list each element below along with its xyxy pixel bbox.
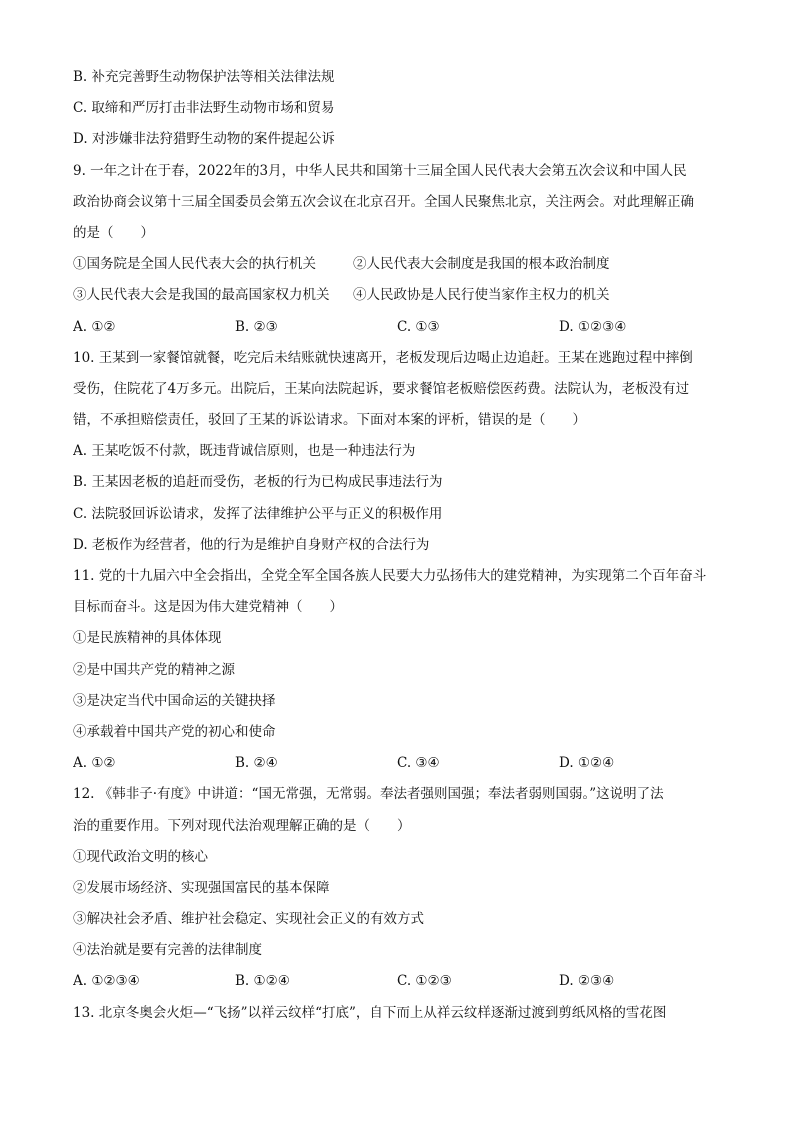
q11-option-d: D. ①②④ [559, 755, 615, 772]
q11-statement-4: ④承载着中国共产党的初心和使命 [73, 723, 276, 740]
q9-stem-line-1: 9. 一年之计在于春，2022年的3月，中华人民共和国第十三届全国人民代表大会第五次会议和中国人民 [73, 162, 687, 179]
q9-statements-row-1 [73, 249, 723, 280]
q9-stem-line-3: 的是（ ） [73, 224, 154, 241]
q12-option-a: A. ①②③④ [73, 973, 140, 990]
q12-option-b: B. ①②④ [235, 973, 290, 990]
q12-statement-2: ②发展市场经济、实现强国富民的基本保障 [73, 879, 330, 896]
q9-stem-line-2: 政治协商会议第十三届全国委员会第五次会议在北京召开。全国人民聚焦北京，关注两会。对此理解正确 [73, 193, 694, 210]
q11-stem-line-2: 目标而奋斗。这是因为伟大建党精神（ ） [73, 599, 343, 616]
q10-stem-line-2: 受伤，住院花了4万多元。出院后，王某向法院起诉，要求餐馆老板赔偿医药费。法院认为，老板没有过 [73, 380, 690, 397]
q10-option-a: A. 王某吃饭不付款，既违背诚信原则，也是一种违法行为 [73, 443, 416, 460]
q11-stem-line-1: 11. 党的十九届六中全会指出，全党全军全国各族人民要大力弘扬伟大的建党精神，为实现第二个百年奋斗 [73, 568, 707, 584]
q10-option-d: D. 老板作为经营者，他的行为是维护自身财产权的合法行为 [73, 536, 430, 553]
q11-statement-2: ②是中国共产党的精神之源 [73, 661, 235, 678]
q8-option-d: D. 对涉嫌非法狩猎野生动物的案件提起公诉 [73, 131, 335, 148]
q12-options [73, 966, 723, 997]
q9-statement-1: ①国务院是全国人民代表大会的执行机关 [73, 256, 316, 273]
q12-option-d: D. ②③④ [559, 973, 615, 990]
q11-option-c: C. ③④ [397, 755, 440, 772]
q12-stem-line-1: 12. 《韩非子·有度》中讲道：“国无常强，无常弱。奉法者强则国强；奉法者弱则国弱。”这说明了法 [73, 786, 664, 803]
q8-option-c: C. 取缔和严厉打击非法野生动物市场和贸易 [73, 100, 335, 117]
q12-statement-4: ④法治就是要有完善的法律制度 [73, 942, 262, 959]
q9-option-c: C. ①③ [397, 318, 440, 335]
q10-option-b: B. 王某因老板的追赶而受伤，老板的行为已构成民事违法行为 [73, 474, 443, 491]
q13-stem-line-1: 13. 北京冬奥会火炬—“飞扬”以祥云纹样“打底”，自下而上从祥云纹样逐渐过渡到剪纸风格的雪花图 [73, 1004, 667, 1021]
q11-statement-1: ①是民族精神的具体体现 [73, 630, 222, 647]
q9-statement-2: ②人民代表大会制度是我国的根本政治制度 [353, 256, 610, 273]
q9-statement-3: ③人民代表大会是我国的最高国家权力机关 [73, 287, 330, 304]
q12-option-c: C. ①②③ [397, 973, 452, 990]
q10-option-c: C. 法院驳回诉讼请求，发挥了法律维护公平与正义的积极作用 [73, 505, 443, 522]
q12-statement-1: ①现代政治文明的核心 [73, 848, 208, 865]
q11-option-b: B. ②④ [235, 755, 278, 772]
q9-option-b: B. ②③ [235, 318, 278, 335]
q9-option-d: D. ①②③④ [559, 318, 627, 335]
q9-options [73, 312, 723, 343]
q10-stem-line-1: 10. 王某到一家餐馆就餐，吃完后未结账就快速离开，老板发现后边喝止边追赶。王某在逃跑过程中摔倒 [73, 349, 693, 366]
q8-option-b: B. 补充完善野生动物保护法等相关法律法规 [73, 69, 335, 85]
q12-statement-3: ③解决社会矛盾、维护社会稳定、实现社会正义的有效方式 [73, 911, 424, 928]
q9-statements-row-2 [73, 280, 723, 311]
q10-stem-line-3: 错，不承担赔偿责任，驳回了王某的诉讼请求。下面对本案的评析，错误的是（ ） [73, 412, 586, 429]
question-content [73, 62, 723, 1029]
q9-statement-4: ④人民政协是人民行使当家作主权力的机关 [353, 287, 610, 304]
q11-option-a: A. ①② [73, 755, 116, 772]
q11-statement-3: ③是决定当代中国命运的关键抉择 [73, 692, 276, 709]
q11-options [73, 748, 723, 779]
q9-option-a: A. ①② [73, 318, 116, 335]
q12-stem-line-2: 治的重要作用。下列对现代法治观理解正确的是（ ） [73, 817, 411, 834]
